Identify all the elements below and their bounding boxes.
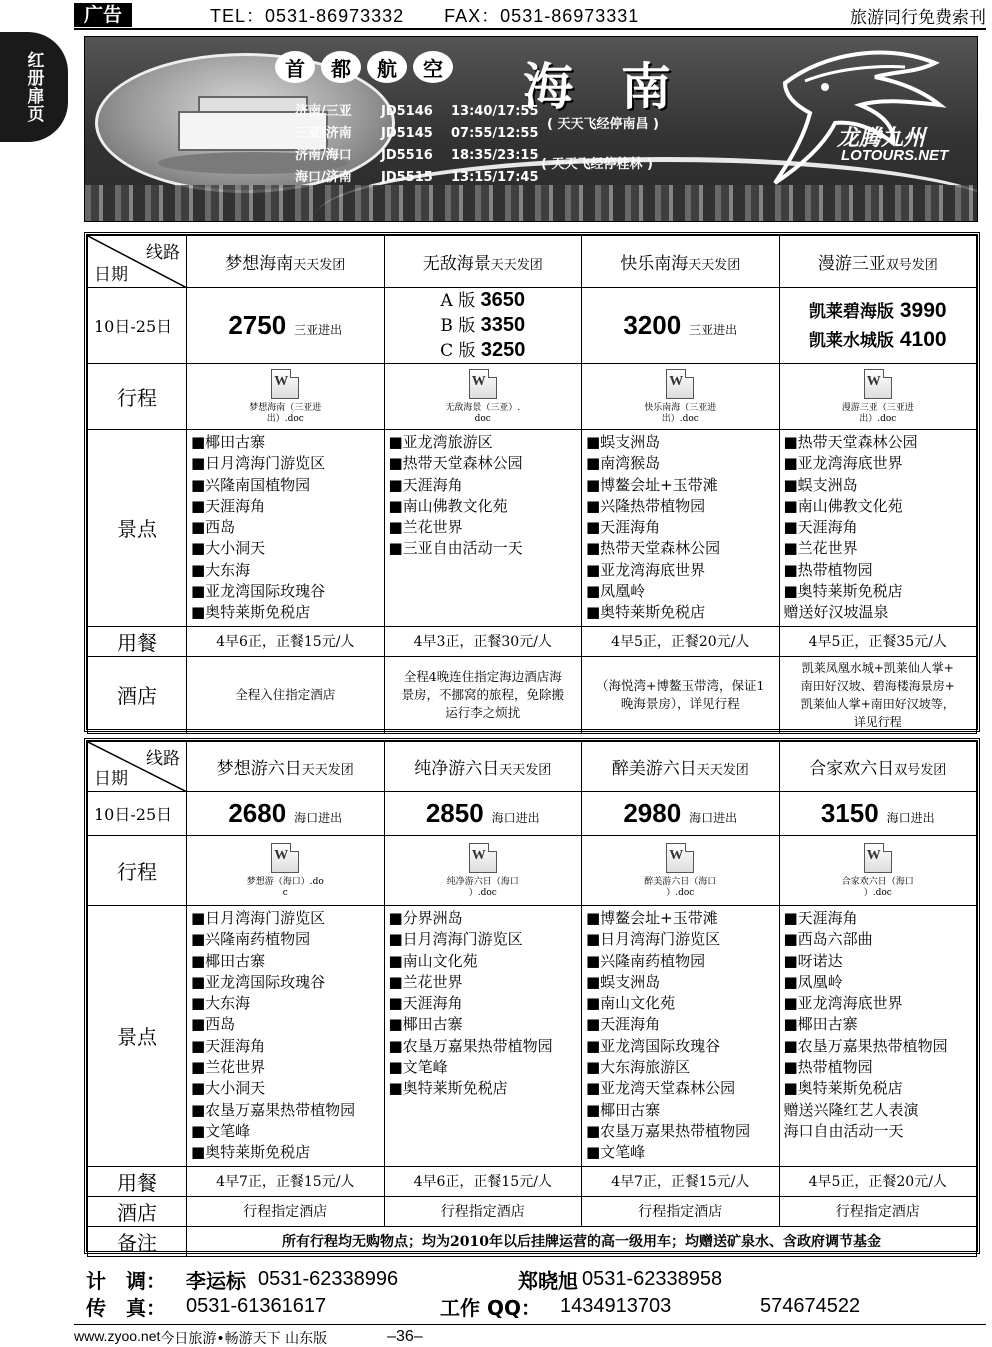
list-item: ■凤凰岭: [586, 582, 646, 601]
list-item: ■农垦万嘉果热带植物园: [388, 1036, 553, 1055]
date-label: 日期: [94, 769, 128, 789]
list-item: ■亚龙湾海底世界: [783, 454, 903, 473]
route-title: 漫游三亚: [817, 254, 886, 274]
list-item: ■大东海: [191, 994, 251, 1013]
list-item: ■椰田古寨: [586, 1100, 661, 1119]
list-item: ■日月湾海门游览区: [191, 454, 326, 473]
doc-filename: ）.doc: [666, 887, 695, 898]
route-header-row: [88, 236, 977, 288]
header-divider: [74, 28, 986, 30]
doc-filename: 快乐南海（三亚进: [644, 402, 717, 413]
itinerary-doc[interactable]: [779, 836, 977, 906]
itinerary-doc[interactable]: [582, 364, 780, 430]
flight-time: 13:40/17:55: [451, 104, 539, 119]
meal-info: 4早5正，正餐35元/人: [779, 626, 977, 656]
meal-label: 用餐: [88, 626, 187, 656]
list-item: ■亚龙湾国际玫瑰谷: [586, 1036, 721, 1055]
list-item: ■蜈支洲岛: [586, 433, 661, 451]
qq-number: 1434913703: [560, 1295, 672, 1317]
list-item: ■亚龙湾旅游区: [388, 433, 493, 451]
doc-link: [187, 843, 384, 899]
route-name: [779, 742, 977, 792]
price-cell: [384, 792, 582, 836]
fax-qq-line: [86, 1293, 986, 1320]
flight-route: 济南/三亚: [295, 104, 352, 119]
price-suffix: 海口进出: [689, 811, 738, 825]
flight-schedule: [295, 101, 551, 189]
list-item: 详见行程: [853, 714, 902, 729]
list-item: ■奥特莱斯免税店: [388, 1079, 508, 1098]
date-range: 10日-25日: [88, 792, 187, 836]
header-fax: FAX：0531-86973331: [444, 6, 640, 26]
list-item: ■农垦万嘉果热带植物园: [783, 1036, 948, 1055]
word-doc-icon[interactable]: [469, 369, 497, 399]
list-item: ■亚龙湾海底世界: [783, 994, 903, 1013]
list-item: ■奥特莱斯免税店: [191, 1143, 311, 1162]
contact-phone: 0531-62338996: [258, 1268, 399, 1290]
itinerary-doc[interactable]: [187, 364, 385, 430]
list-item: ■南山文化苑: [388, 951, 478, 970]
doc-filename: ）.doc: [863, 887, 892, 898]
price-cell: [582, 792, 780, 836]
doc-filename: 纯净游六日（海口: [446, 876, 519, 887]
list-item: ■奥特莱斯免税店: [191, 603, 311, 622]
price-row: [88, 288, 977, 364]
route-name: [187, 742, 385, 792]
doc-link: [582, 843, 779, 899]
list-item: 晚海景房），详见行程: [620, 695, 740, 711]
price-row: [88, 792, 977, 836]
page-number: –36–: [387, 1328, 423, 1345]
doc-filename: 出）.doc: [266, 413, 304, 424]
word-doc-icon[interactable]: [666, 369, 694, 399]
list-item: ■大东海旅游区: [586, 1058, 691, 1077]
list-item: ■热带植物园: [783, 560, 873, 579]
route-name: [187, 236, 385, 288]
planner-label: 计 调：: [86, 1269, 166, 1293]
flight-time: 18:35/23:15: [451, 148, 539, 163]
route-name: [582, 236, 780, 288]
list-item: ■天涯海角: [586, 1015, 661, 1034]
doc-link: [780, 843, 977, 899]
version-label: B 版: [440, 316, 481, 336]
price-cell: [779, 288, 977, 364]
hotel-row: [88, 656, 977, 733]
hotel-info: [779, 656, 977, 733]
route-title: 无敌海景: [422, 254, 491, 274]
price-suffix: 海口进出: [294, 811, 343, 825]
list-item: ■天涯海角: [388, 994, 463, 1013]
price: 2680: [228, 798, 287, 828]
contact-phone: 0531-62338958: [582, 1268, 723, 1290]
itinerary-doc[interactable]: [384, 364, 582, 430]
meal-info: 4早5正，正餐20元/人: [779, 1166, 977, 1196]
list-item: 南田好汉坡、碧海楼海景房+: [800, 678, 955, 693]
flight-no: JD5145: [381, 126, 433, 141]
list-item: ■农垦万嘉果热带植物园: [191, 1100, 356, 1119]
airline-char: 航: [367, 51, 407, 83]
list-item: ■博鳌会址+玉带滩: [586, 475, 718, 494]
list-item: 凯莱仙人掌+南田好汉坡等，: [800, 696, 955, 711]
spots-list: [187, 906, 385, 1167]
route-title: 梦想游六日: [216, 759, 302, 779]
price-cell: [187, 792, 385, 836]
doc-filename: 漫游三亚（三亚进: [841, 402, 914, 413]
word-doc-icon[interactable]: [666, 843, 694, 873]
header-slogan: 旅游同行免费索刊: [850, 7, 986, 28]
flight-route: 三亚/济南: [295, 126, 352, 141]
list-item: ■热带植物园: [783, 1058, 873, 1077]
banner: [84, 36, 978, 222]
list-item: ■分界洲岛: [388, 909, 463, 927]
sanya-routes-table: [84, 232, 980, 732]
spots-list: [384, 906, 582, 1167]
price-cell: [384, 288, 582, 364]
itinerary-doc[interactable]: [779, 364, 977, 430]
route-title: 纯净游六日: [414, 759, 500, 779]
qq-number: 574674522: [760, 1295, 861, 1317]
itinerary-doc[interactable]: [384, 836, 582, 906]
list-item: ■兰花世界: [191, 1058, 266, 1077]
list-item: ■文笔峰: [388, 1058, 448, 1077]
hotel-label: 酒店: [88, 1196, 187, 1226]
list-item: ■奥特莱斯免税店: [586, 603, 706, 622]
doc-filename: doc: [474, 413, 491, 424]
list-item: ■蜈支洲岛: [783, 475, 858, 494]
price-suffix: 海口进出: [491, 811, 540, 825]
price: 3350: [480, 314, 526, 336]
flight-route: 济南/海口: [295, 148, 352, 163]
version-label: 凯莱碧海版: [808, 301, 900, 322]
list-item: 赠送兴隆红艺人表演: [783, 1100, 919, 1119]
spots-list: [779, 906, 977, 1167]
meal-label: 用餐: [88, 1166, 187, 1196]
list-item: ■奥特莱斯免税店: [783, 1079, 903, 1098]
price-cell: [582, 288, 780, 364]
list-item: ■兴隆热带植物园: [586, 496, 706, 515]
header-corner: [88, 236, 187, 288]
meal-row: [88, 1166, 977, 1196]
word-doc-icon[interactable]: [271, 369, 299, 399]
header-corner-labels: [88, 742, 186, 791]
list-item: ■南山佛教文化苑: [783, 496, 903, 515]
qq-label: 工作 QQ：: [440, 1296, 541, 1320]
list-item: 全程4晚连住指定海边酒店海: [403, 668, 562, 684]
list-item: ■兰花世界: [783, 539, 858, 558]
doc-link: [385, 843, 582, 899]
list-item: ■兴隆南药植物园: [586, 951, 706, 970]
flight-no: JD5515: [381, 170, 433, 185]
list-item: ■兰花世界: [388, 972, 463, 991]
logo-chinese: 龙腾九州: [837, 126, 926, 151]
list-item: ■奥特莱斯免税店: [783, 582, 903, 601]
list-item: 凯莱凤凰水城+凯莱仙人掌+: [801, 660, 954, 675]
word-doc-icon[interactable]: [469, 843, 497, 873]
word-doc-icon[interactable]: [271, 843, 299, 873]
fax-number: 0531-61361617: [186, 1295, 327, 1317]
price-version: [780, 297, 977, 326]
route-title: 快乐南海: [620, 254, 689, 274]
route-name: [384, 742, 582, 792]
list-item: 运行李之烦扰: [445, 704, 521, 720]
price: 3150: [820, 798, 879, 828]
logo-english: LOTOURS.NET: [841, 147, 949, 164]
list-item: ■椰田古寨: [783, 1015, 858, 1034]
flight-row: [295, 101, 551, 123]
price: 3200: [623, 310, 682, 340]
flight-no: JD5516: [381, 148, 433, 163]
list-item: 海口自由活动一天: [783, 1121, 904, 1140]
list-item: ■热带天堂森林公园: [388, 454, 523, 473]
flight-no: JD5146: [381, 104, 433, 119]
meal-info: 4早6正，正餐15元/人: [187, 626, 385, 656]
route-label: 线路: [146, 243, 180, 263]
hotel-row: [88, 1196, 977, 1226]
contact-footer: [86, 1266, 986, 1320]
route-frequency: 双号发团: [885, 258, 938, 273]
hotel-info: 行程指定酒店: [779, 1196, 977, 1226]
header-corner-labels: [88, 236, 186, 287]
doc-filename: 出）.doc: [859, 413, 897, 424]
list-item: ■大小洞天: [191, 1079, 266, 1098]
route-title: 醉美游六日: [611, 759, 697, 779]
haikou-routes-table: [84, 738, 980, 1254]
flight-route: 海口/济南: [295, 170, 352, 185]
list-item: ■兴隆南药植物园: [191, 930, 311, 949]
side-tab-label: 红册扉页: [23, 51, 44, 123]
list-item: ■文笔峰: [586, 1143, 646, 1162]
itinerary-row: [88, 364, 977, 430]
ad-tag: 广告: [74, 3, 132, 27]
spots-list: [187, 430, 385, 627]
price: 4100: [899, 327, 947, 351]
list-item: ■三亚自由活动一天: [388, 539, 523, 558]
route-name: [582, 742, 780, 792]
airline-name: [275, 51, 453, 83]
list-item: ■天涯海角: [191, 1036, 266, 1055]
price: 2850: [425, 798, 484, 828]
price-version: [385, 313, 582, 338]
remark-label: 备注: [88, 1226, 187, 1256]
price-suffix: 三亚进出: [294, 323, 343, 337]
list-item: ■日月湾海门游览区: [191, 909, 326, 927]
side-tab: [0, 32, 68, 142]
list-item: ■亚龙湾国际玫瑰谷: [191, 582, 326, 601]
list-item: ■西岛六部曲: [783, 930, 873, 949]
spots-row: [88, 906, 977, 1167]
list-item: ■大小洞天: [191, 539, 266, 558]
route-title: 梦想海南: [225, 254, 294, 274]
list-item: ■兴隆南国植物园: [191, 475, 311, 494]
doc-filename: 醉美游六日（海口: [644, 876, 717, 887]
list-item: 全程入住指定酒店: [235, 686, 336, 702]
list-item: ■天涯海角: [783, 518, 858, 537]
list-item: （海悦湾+博鳌玉带湾，保证1: [596, 677, 765, 693]
doc-link: [385, 369, 582, 425]
price-version: [385, 288, 582, 313]
list-item: ■博鳌会址+玉带滩: [586, 909, 718, 927]
version-label: A 版: [440, 291, 481, 311]
footer-tagline: 今日旅游•畅游天下 山东版: [160, 1331, 328, 1347]
hotel-info: [384, 656, 582, 733]
flight-time: 13:15/17:45: [451, 170, 539, 185]
doc-filename: 梦想游（海口）.do: [246, 876, 324, 887]
doc-link: [582, 369, 779, 425]
spots-list: [582, 430, 780, 627]
remark-row: [88, 1226, 977, 1256]
version-label: C 版: [440, 341, 481, 361]
contact-name: 李运标: [186, 1269, 246, 1293]
dragon-logo-icon: [765, 43, 965, 193]
airline-char: 都: [321, 51, 361, 83]
doc-filename: 梦想海南（三亚进: [249, 402, 322, 413]
list-item: ■天涯海角: [388, 475, 463, 494]
list-item: ■椰田古寨: [191, 433, 266, 451]
list-item: ■南山文化苑: [586, 994, 676, 1013]
route-frequency: 天天发团: [499, 763, 552, 778]
page-footer: [74, 1324, 986, 1347]
price-suffix: 海口进出: [886, 811, 935, 825]
list-item: ■兰花世界: [388, 518, 463, 537]
doc-link: [187, 369, 384, 425]
list-item: ■日月湾海门游览区: [388, 930, 523, 949]
spots-row: [88, 430, 977, 627]
list-item: ■椰田古寨: [388, 1015, 463, 1034]
airline-char: 空: [413, 51, 453, 83]
airline-char: 首: [275, 51, 315, 83]
spots-list: [384, 430, 582, 627]
hotel-info: 行程指定酒店: [187, 1196, 385, 1226]
hotel-info: 行程指定酒店: [582, 1196, 780, 1226]
fax-label: 传 真：: [86, 1296, 166, 1320]
meal-info: 4早3正，正餐30元/人: [384, 626, 582, 656]
route-frequency: 天天发团: [688, 258, 741, 273]
meal-info: 4早7正，正餐15元/人: [187, 1166, 385, 1196]
list-item: ■天涯海角: [783, 909, 858, 927]
itinerary-doc[interactable]: [582, 836, 780, 906]
doc-filename: c: [282, 887, 288, 898]
hotel-info: [187, 656, 385, 733]
list-item: 赠送好汉坡温泉: [783, 603, 889, 622]
flight-row: [295, 123, 551, 145]
route-frequency: 天天发团: [293, 258, 346, 273]
list-item: ■西岛: [191, 1015, 236, 1034]
list-item: ■南湾猴岛: [586, 454, 661, 473]
route-name: [384, 236, 582, 288]
price: 3990: [899, 298, 947, 322]
route-frequency: 天天发团: [696, 763, 749, 778]
price-version: [780, 326, 977, 355]
list-item: ■椰田古寨: [191, 951, 266, 970]
spots-list: [582, 906, 780, 1167]
doc-filename: ）.doc: [468, 887, 497, 898]
meal-info: 4早7正，正餐15元/人: [582, 1166, 780, 1196]
word-doc-icon[interactable]: [864, 843, 892, 873]
flight-time: 07:55/12:55: [451, 126, 539, 141]
list-item: ■西岛: [191, 518, 236, 537]
list-item: ■亚龙湾天堂森林公园: [586, 1079, 736, 1098]
route-name: [779, 236, 977, 288]
website-link[interactable]: www.zyoo.net: [74, 1328, 161, 1344]
itinerary-row: [88, 836, 977, 906]
doc-filename: 出）.doc: [661, 413, 699, 424]
destination-title: 海南: [523, 58, 719, 116]
price: 2980: [623, 798, 682, 828]
header-tel: TEL：0531-86973332: [210, 6, 405, 26]
page-header: [74, 2, 986, 28]
price-cell: [187, 288, 385, 364]
list-item: ■南山佛教文化苑: [388, 496, 508, 515]
list-item: ■大东海: [191, 560, 251, 579]
route-label: 线路: [146, 749, 180, 769]
list-item: ■热带天堂森林公园: [586, 539, 721, 558]
price-suffix: 三亚进出: [689, 323, 738, 337]
hotel-label: 酒店: [88, 656, 187, 733]
list-item: ■亚龙湾海底世界: [586, 560, 706, 579]
contact-line: [86, 1266, 986, 1293]
list-item: ■农垦万嘉果热带植物园: [586, 1121, 751, 1140]
flight-note-nanchang: ( 天天飞经停南昌 ): [547, 117, 659, 132]
date-range: 10日-25日: [88, 288, 187, 364]
price-version: [385, 338, 582, 363]
header-corner: [88, 742, 187, 792]
route-title: 合家欢六日: [809, 759, 895, 779]
contact-name: 郑晓旭: [518, 1269, 578, 1293]
route-header-row: [88, 742, 977, 792]
version-label: 凯莱水城版: [808, 330, 900, 351]
hotel-info: [582, 656, 780, 733]
flight-note-guilin: ( 天天飞经停桂林 ): [541, 157, 653, 172]
list-item: ■蜈支洲岛: [586, 972, 661, 991]
list-item: ■热带天堂森林公园: [783, 433, 918, 451]
list-item: ■天涯海角: [191, 496, 266, 515]
meal-info: 4早6正，正餐15元/人: [384, 1166, 582, 1196]
price: 2750: [228, 310, 287, 340]
route-frequency: 天天发团: [490, 258, 543, 273]
doc-filename: 无敌海景（三亚）.: [445, 402, 521, 413]
list-item: ■日月湾海门游览区: [586, 930, 721, 949]
price: 3250: [480, 339, 526, 361]
list-item: ■文笔峰: [191, 1121, 251, 1140]
spots-label: 景点: [88, 430, 187, 627]
price-cell: [779, 792, 977, 836]
route-frequency: 双号发团: [894, 763, 947, 778]
date-label: 日期: [94, 265, 128, 285]
list-item: ■亚龙湾国际玫瑰谷: [191, 972, 326, 991]
itinerary-doc[interactable]: [187, 836, 385, 906]
price: 3650: [480, 289, 526, 311]
route-frequency: 天天发团: [301, 763, 354, 778]
word-doc-icon[interactable]: [864, 369, 892, 399]
list-item: ■天涯海角: [586, 518, 661, 537]
meal-info: 4早5正，正餐20元/人: [582, 626, 780, 656]
flight-row: [295, 145, 551, 167]
meal-row: [88, 626, 977, 656]
hotel-info: 行程指定酒店: [384, 1196, 582, 1226]
spots-list: [779, 430, 977, 627]
doc-filename: 合家欢六日（海口: [841, 876, 914, 887]
spots-label: 景点: [88, 906, 187, 1167]
itinerary-label: 行程: [88, 836, 187, 906]
doc-link: [780, 369, 977, 425]
list-item: ■呀诺达: [783, 951, 843, 970]
flight-row: [295, 167, 551, 189]
remark-text: 所有行程均无购物点；均为2010年以后挂牌运营的高一级用车；均赠送矿泉水、含政府调节基金: [187, 1226, 977, 1256]
list-item: ■凤凰岭: [783, 972, 843, 991]
itinerary-label: 行程: [88, 364, 187, 430]
list-item: 景房，不挪窝的旅程，免除搬: [401, 686, 564, 702]
